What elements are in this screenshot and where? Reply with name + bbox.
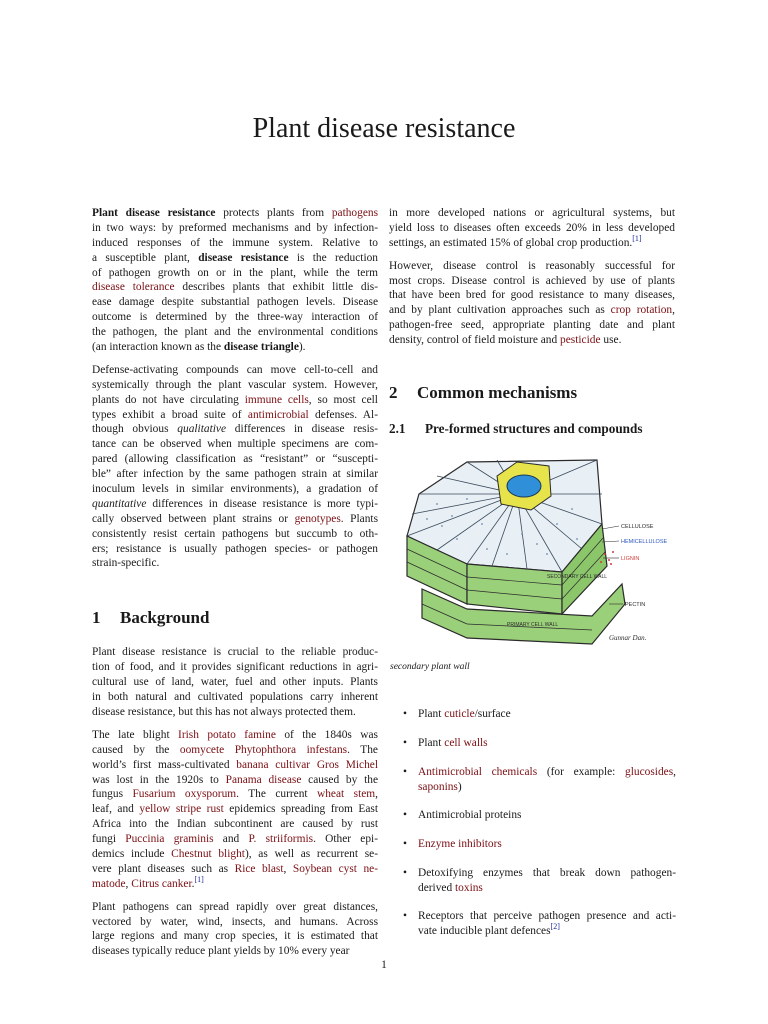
section-heading-common-mechanisms: [389, 382, 675, 404]
paragraph-defense: [92, 363, 378, 571]
bullet-icon: •: [403, 910, 407, 922]
article-link[interactable]: cell walls: [444, 737, 488, 749]
text-line: in both natural and cultivated populations carry inherent: [92, 691, 378, 704]
artist-signature: Gunnar Dan.: [609, 634, 647, 642]
bullet-icon: •: [403, 838, 407, 850]
bullet-icon: •: [403, 809, 407, 821]
article-link[interactable]: cuticle: [444, 708, 475, 720]
text-line: saponins): [418, 780, 462, 793]
article-link[interactable]: P. striiformis: [248, 833, 314, 846]
section-title: Pre-formed structures and compounds: [425, 421, 643, 437]
bold-term: disease triangle: [223, 341, 299, 354]
paragraph-epidemics: [92, 728, 378, 892]
article-link[interactable]: disease tolerance: [92, 281, 175, 294]
list-item-text: [418, 909, 676, 939]
article-link[interactable]: yellow stripe rust: [139, 803, 224, 816]
page-title: Plant disease resistance: [252, 113, 516, 144]
text-line: vate inducible plant defences[2]: [418, 922, 560, 937]
article-link[interactable]: pathogens: [331, 207, 378, 219]
text-line: in more developed nations or agricultural systems, but: [389, 207, 675, 219]
text-line: most crops. Disease control is achieved by use of plants: [389, 274, 675, 287]
section-heading-background: [92, 607, 378, 629]
text-line: consistently resist certain pathogens but succumb to oth-: [92, 527, 378, 540]
text-line: tance can be observed when multiple specimens are com-: [92, 438, 378, 451]
left-column: [92, 206, 378, 959]
section-number: 1: [92, 608, 101, 628]
text-line: plants do not have circulating immune cells, so most cell: [92, 393, 378, 406]
bullet-icon: •: [403, 737, 407, 749]
text-line: strain-specific.: [92, 557, 160, 570]
plant-cell-wall-illustration: [397, 454, 677, 652]
text-line: Detoxifying enzymes that break down pathogen-: [418, 867, 676, 879]
text-line: Plant disease resistance protects plants from pathogens: [92, 207, 378, 219]
article-link[interactable]: immune cells: [244, 393, 309, 406]
article-link[interactable]: antimicrobial: [247, 408, 309, 421]
text-line: ers; resistance is usually pathogen species- or pathogen: [92, 542, 378, 555]
text-line: Africa into the Indian subcontinent are caused by rust: [92, 818, 378, 831]
list-item-text: [418, 765, 676, 795]
list-item-text: [418, 808, 676, 823]
label-cellulose: CELLULOSE: [621, 524, 654, 530]
text-line: of pathogen growth on or in the plant, while the term: [92, 266, 378, 279]
section-number: 2.1: [389, 421, 406, 437]
paragraph-disease-control: [389, 259, 675, 348]
label-hemicellulose: HEMICELLULOSE: [621, 539, 668, 545]
label-lignin: LIGNIN: [621, 556, 640, 562]
citation-ref[interactable]: [2]: [550, 922, 560, 932]
article-link[interactable]: crop rotation: [610, 304, 673, 317]
list-item-text: [418, 707, 676, 722]
text-line: Defense-activating compounds can move cell-to-cell and: [92, 363, 378, 376]
bold-term: disease resistance: [198, 251, 289, 264]
list-item-text: [418, 866, 676, 896]
label-primary-wall: PRIMARY CELL WALL: [507, 622, 559, 628]
text-line: induced responses of the immune system. Relative to: [92, 236, 378, 249]
section-title: Common mechanisms: [417, 383, 578, 403]
text-line: derived toxins: [418, 881, 483, 894]
text-line: though obvious qualitative differences in disease resis-: [92, 423, 378, 436]
article-link[interactable]: Antimicrobial chemicals: [418, 766, 538, 778]
label-pectin: PECTIN: [625, 602, 646, 608]
article-link[interactable]: toxins: [455, 881, 483, 894]
figure-caption: secondary plant wall: [390, 662, 470, 672]
text-line: demics include Chestnut blight), as well as recurrent se-: [92, 847, 378, 860]
text-line: systemically through the plant vascular system. However,: [92, 378, 378, 391]
text-line: disease tolerance describes plants that exhibit little dis-: [92, 281, 378, 294]
article-link[interactable]: Puccinia graminis: [125, 833, 214, 846]
text-line: settings, an estimated 15% of global crop production.[1]: [389, 233, 642, 249]
text-line: fungus Fusarium oxysporum. The current wheat stem,: [92, 788, 379, 801]
text-line: quantitative differences in disease resistance is more typi-: [92, 497, 378, 510]
article-link[interactable]: Enzyme inhibitors: [418, 838, 502, 850]
paragraph-spread: [92, 900, 378, 960]
text-line: leaf, and yellow stripe rust epidemics spreading from East: [92, 803, 379, 816]
bold-term: Plant disease resistance: [92, 207, 216, 219]
article-link[interactable]: saponins: [418, 780, 458, 793]
text-line: However, disease control is reasonably successful for: [389, 259, 675, 272]
article-link[interactable]: genotypes: [294, 512, 341, 525]
article-link[interactable]: wheat stem: [317, 788, 376, 801]
list-item-text: [418, 837, 676, 852]
text-line: caused by the oomycete Phytophthora infestans. The: [92, 743, 378, 756]
article-link[interactable]: glucosides: [625, 766, 674, 778]
text-line: Antimicrobial proteins: [418, 809, 522, 821]
label-secondary-wall: SECONDARY CELL WALL: [547, 574, 608, 580]
text-line: Plant cuticle/surface: [418, 708, 511, 720]
text-line: Plant cell walls: [418, 737, 488, 749]
text-line: The late blight Irish potato famine of the 1840s was: [92, 728, 378, 741]
article-link[interactable]: Irish potato famine: [178, 728, 276, 741]
text-line: a susceptible plant, disease resistance is the reduction: [92, 251, 378, 264]
citation-ref[interactable]: [1]: [194, 874, 204, 884]
text-line: density, control of field moisture and pesticide use.: [389, 334, 622, 347]
bullet-icon: •: [403, 867, 407, 879]
article-link[interactable]: Gros Michel: [316, 758, 378, 771]
article-link[interactable]: oomycete: [179, 743, 225, 756]
text-line: types exhibit a broad suite of antimicrobial defenses. Al-: [92, 408, 378, 421]
article-link[interactable]: Rice blast: [234, 862, 284, 875]
paragraph-intro: [92, 206, 378, 355]
text-line: yield loss to diseases often exceeds 20% in less developed: [389, 221, 675, 234]
text-line: Plant pathogens can spread rapidly over great distances,: [92, 900, 378, 913]
article-link[interactable]: Soybean cyst ne-: [292, 862, 378, 875]
article-link[interactable]: Chestnut blight: [171, 847, 245, 860]
text-line: vere plant diseases such as Rice blast, Soybean cyst ne-: [92, 862, 378, 875]
text-line: vectored by water, wind, insects, and humans. Across: [92, 915, 378, 928]
page-number: 1: [381, 959, 387, 971]
text-line: ease damage despite substantial pathogen levels. Disease: [92, 296, 378, 309]
article-link[interactable]: pesticide: [560, 334, 601, 347]
text-line: was lost in the 1920s to Panama disease caused by the: [92, 773, 379, 786]
text-line: Receptors that perceive pathogen presence and acti-: [418, 910, 676, 922]
section-title: Background: [120, 608, 210, 628]
text-line: Antimicrobial chemicals (for example: glucosides,: [418, 766, 676, 778]
text-line: world’s first mass-cultivated banana cultivar Gros Michel: [92, 758, 378, 771]
text-line: cultural use of land, water, fuel and other inputs. Plants: [92, 676, 378, 689]
article-link[interactable]: matode: [92, 877, 126, 890]
text-line: fungi Puccinia graminis and P. striiformis. Other epi-: [92, 833, 379, 846]
list-item-text: [418, 736, 676, 751]
text-line: the pathogen, the plant and the environmental conditions: [92, 326, 378, 339]
text-line: Plant disease resistance is crucial to the reliable produc-: [92, 646, 378, 659]
article-link[interactable]: banana cultivar: [236, 758, 311, 771]
text-line: pared (allowing classification as “resistant” or “suscepti-: [92, 453, 378, 466]
article-link[interactable]: Fusarium oxysporum: [132, 788, 237, 801]
text-line: (an interaction known as the disease triangle).: [92, 341, 306, 354]
text-line: disease resistance, but this has not always protected them.: [92, 705, 356, 718]
text-line: and by plant cultivation approaches such as crop rotation,: [389, 304, 675, 317]
text-line: [418, 837, 676, 852]
text-line: diseases typically reduce plant yields by 10% every year: [92, 945, 350, 958]
bullet-icon: •: [403, 708, 407, 720]
citation-ref[interactable]: [1]: [632, 233, 642, 243]
text-line: outcome is determined by the three-way interaction of: [92, 311, 378, 324]
subsection-heading-preformed: [389, 420, 675, 438]
article-link[interactable]: Panama disease: [225, 773, 302, 786]
italic-term: qualitative: [177, 423, 227, 436]
paragraph-yield-loss: [389, 206, 675, 251]
text-line: that have been bred for good resistance to many diseases,: [389, 289, 675, 302]
article-link[interactable]: Phytophthora infestans: [234, 743, 348, 756]
text-line: tion of food, and it provides significant reductions in agri-: [92, 661, 378, 674]
text-line: large regions and many crop species, it is estimated that: [92, 930, 378, 943]
text-line: in two ways: by preformed mechanisms and by infection-: [92, 221, 378, 234]
text-line: matode, Citrus canker.[1]: [92, 874, 204, 890]
bullet-icon: •: [403, 766, 407, 778]
paragraph-background: [92, 645, 378, 719]
article-link[interactable]: Citrus canker: [131, 877, 192, 890]
text-line: pathogen-free seed, appropriate planting date and plant: [389, 319, 675, 332]
text-line: inoculum levels in similar environments), a gradation of: [92, 483, 378, 496]
text-line: ble” after infection by the same pathogen strain at similar: [92, 468, 378, 481]
right-column: [389, 206, 675, 438]
text-line: cally observed between plant strains or genotypes. Plants: [92, 512, 379, 525]
italic-term: quantitative: [92, 497, 147, 510]
section-number: 2: [389, 383, 398, 403]
